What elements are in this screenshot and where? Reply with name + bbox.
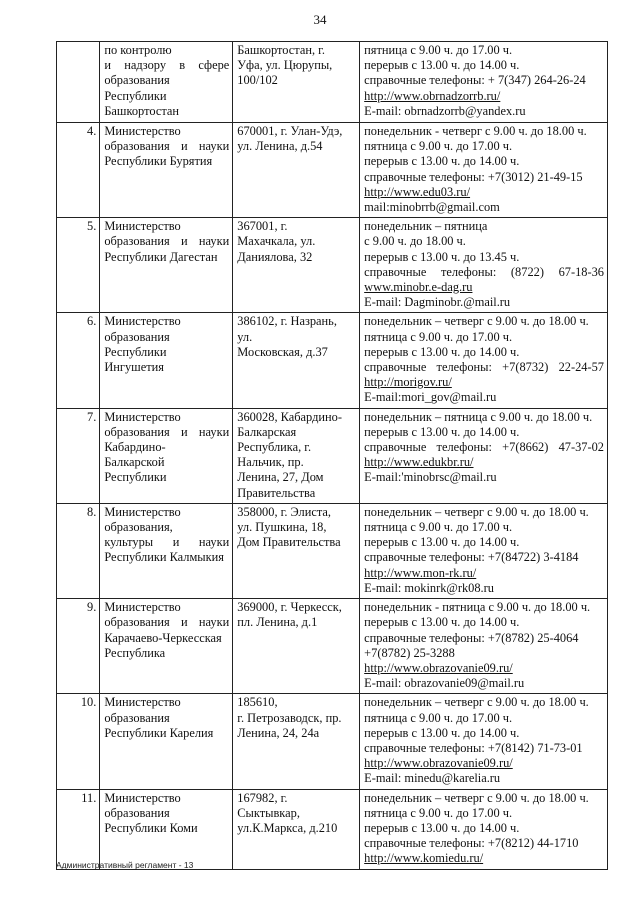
website-link[interactable]: http://www.obrnadzorrb.ru/ (364, 88, 501, 103)
address-cell (233, 313, 360, 408)
schedule-line: справочные телефоны: +7(8662) 47-37-02 (364, 440, 604, 455)
schedule-line: понедельник – четверг с 9.00 ч. до 18.00 ч. (364, 695, 589, 710)
schedule-line: перерыв с 13.00 ч. до 14.00 ч. (364, 615, 520, 630)
schedule-line: перерыв с 13.00 ч. до 13.45 ч. (364, 249, 520, 264)
organization-cell (100, 503, 233, 598)
organization-line: Министерство (104, 124, 181, 138)
address-line: Нальчик, пр. (237, 455, 304, 470)
organization-line: образования (104, 73, 170, 88)
address-cell (233, 599, 360, 694)
address-line: Правительства (237, 485, 316, 500)
row-number (57, 42, 100, 123)
organization-line: Республики Дагестан (104, 249, 218, 264)
address-line: 358000, г. Элиста, (237, 504, 332, 519)
organization-line: Министерство (104, 314, 181, 329)
contacts-table-body (57, 42, 608, 870)
schedule-cell (360, 599, 608, 694)
schedule-line: справочные телефоны: +7(8212) 44-1710 (364, 836, 579, 851)
website-link[interactable]: http://www.edu03.ru/ (364, 184, 471, 199)
page-number: 34 (313, 12, 327, 27)
organization-line: образования, (104, 520, 173, 535)
table-row (57, 218, 608, 313)
organization-line: Башкортостан (104, 103, 180, 118)
schedule-line: понедельник – четверг с 9.00 ч. до 18.00 ч. (364, 314, 589, 329)
schedule-line: справочные телефоны: +7(3012) 21-49-15 (364, 169, 583, 184)
schedule-line: понедельник - пятница с 9.00 ч. до 18.00 ч. (364, 600, 591, 615)
organization-line: Министерство (104, 695, 181, 710)
row-number: 5. (57, 218, 100, 313)
row-number: 4. (57, 123, 100, 218)
address-line: Республика, г. (237, 440, 312, 455)
organization-cell (100, 313, 233, 408)
organization-line: культуры и науки (104, 535, 230, 550)
website-link[interactable]: http://www.obrazovanie09.ru/ (364, 660, 513, 675)
organization-line: Министерство (104, 409, 181, 424)
address-cell (233, 42, 360, 123)
schedule-line: +7(8782) 25-3288 (364, 645, 455, 660)
schedule-line: понедельник – пятница (364, 219, 488, 234)
schedule-line: понедельник – четверг с 9.00 ч. до 18.00 ч. (364, 790, 589, 805)
schedule-line: E-mail: minedu@karelia.ru (364, 771, 501, 786)
schedule-line: пятница с 9.00 ч. до 17.00 ч. (364, 520, 513, 535)
address-line: Даниялова, 32 (237, 249, 313, 264)
schedule-line: справочные телефоны: +7(8782) 25-4064 (364, 630, 579, 645)
schedule-cell (360, 218, 608, 313)
row-number: 8. (57, 503, 100, 598)
organization-line: Ингушетия (104, 360, 164, 375)
address-line: пл. Ленина, д.1 (237, 615, 318, 630)
organization-line: образования (104, 710, 170, 725)
organization-cell (100, 694, 233, 789)
schedule-line: E-mail: obrazovanie09@mail.ru (364, 676, 525, 691)
schedule-line: перерыв с 13.00 ч. до 14.00 ч. (364, 344, 520, 359)
organization-line: Республики Бурятия (104, 154, 213, 169)
address-cell (233, 694, 360, 789)
address-line: 369000, г. Черкесск, (237, 600, 342, 615)
schedule-line: справочные телефоны: + 7(347) 264-26-24 (364, 73, 586, 88)
schedule-line: пятница с 9.00 ч. до 17.00 ч. (364, 43, 513, 57)
table-row (57, 123, 608, 218)
address-line: 386102, г. Назрань, (237, 314, 337, 329)
address-cell (233, 408, 360, 503)
row-number: 11. (57, 789, 100, 869)
table-row (57, 599, 608, 694)
schedule-line: E-mail:'minobrsc@mail.ru (364, 470, 497, 485)
schedule-line: E-mail: mokinrk@rk08.ru (364, 580, 494, 595)
address-line: ул. (237, 329, 253, 344)
row-number: 6. (57, 313, 100, 408)
organization-line: Кабардино- (104, 440, 166, 455)
address-line: Московская, д.37 (237, 344, 328, 359)
address-line: Ленина, 27, Дом (237, 470, 324, 485)
schedule-line: перерыв с 13.00 ч. до 14.00 ч. (364, 820, 520, 835)
organization-line: Министерство (104, 790, 181, 805)
organization-cell (100, 42, 233, 123)
address-line: Уфа, ул. Цюрупы, (237, 58, 333, 73)
website-link[interactable]: www.minobr.e-dag.ru (364, 280, 473, 295)
organization-line: образования (104, 329, 170, 344)
schedule-line: понедельник - четверг с 9.00 ч. до 18.00 ч. (364, 124, 587, 138)
organization-line: Республики (104, 344, 167, 359)
address-line: 185610, (237, 695, 278, 710)
organization-line: и надзору в сфере (104, 58, 230, 73)
website-link[interactable]: http://www.mon-rk.ru/ (364, 565, 477, 580)
address-cell (233, 789, 360, 869)
organization-line: Республики Карелия (104, 725, 214, 740)
schedule-line: справочные телефоны: (8722) 67-18-36 (364, 264, 604, 279)
address-line: Дом Правительства (237, 535, 341, 550)
row-number: 9. (57, 599, 100, 694)
organization-line: Министерство (104, 504, 181, 519)
organization-line: Республики Коми (104, 820, 198, 835)
schedule-line: пятница с 9.00 ч. до 17.00 ч. (364, 329, 513, 344)
schedule-line: mail:minobrrb@gmail.com (364, 200, 500, 215)
schedule-line: перерыв с 13.00 ч. до 14.00 ч. (364, 535, 520, 550)
address-line: Балкарская (237, 424, 297, 439)
schedule-line: E-mail:mori_gov@mail.ru (364, 390, 497, 405)
schedule-cell (360, 42, 608, 123)
organization-line: Республики Калмыкия (104, 550, 224, 565)
schedule-cell (360, 123, 608, 218)
address-line: 670001, г. Улан-Удэ, (237, 124, 343, 138)
organization-cell (100, 218, 233, 313)
schedule-line: справочные телефоны: +7(84722) 3-4184 (364, 550, 579, 565)
row-number: 7. (57, 408, 100, 503)
organization-line: образования (104, 805, 170, 820)
address-cell (233, 123, 360, 218)
address-line: 100/102 (237, 73, 278, 88)
organization-line: Карачаево-Черкесская (104, 630, 222, 645)
organization-cell (100, 123, 233, 218)
address-line: 167982, г. (237, 790, 288, 805)
schedule-line: пятница с 9.00 ч. до 17.00 ч. (364, 805, 513, 820)
website-link[interactable]: http://www.komiedu.ru/ (364, 851, 484, 866)
schedule-line: понедельник – четверг с 9.00 ч. до 18.00 ч. (364, 504, 589, 519)
address-cell (233, 218, 360, 313)
address-line: 360028, Кабардино- (237, 409, 342, 424)
address-line: г. Петрозаводск, пр. (237, 710, 342, 725)
document-footer: Административный регламент - 13 (56, 860, 194, 870)
address-line: Махачкала, ул. (237, 234, 316, 249)
organization-line: образования и науки (104, 234, 230, 249)
address-line: ул. Пушкина, 18, (237, 520, 327, 535)
schedule-line: перерыв с 13.00 ч. до 14.00 ч. (364, 725, 520, 740)
organization-line: Республики (104, 88, 167, 103)
schedule-line: E-mail: Dagminobr.@mail.ru (364, 295, 511, 310)
address-line: Башкортостан, г. (237, 43, 325, 57)
organization-line: Министерство (104, 600, 181, 615)
organization-line: Балкарской (104, 455, 165, 470)
address-cell (233, 503, 360, 598)
table-row (57, 694, 608, 789)
schedule-line: с 9.00 ч. до 18.00 ч. (364, 234, 466, 249)
schedule-cell (360, 694, 608, 789)
schedule-cell (360, 408, 608, 503)
table-row (57, 42, 608, 123)
schedule-line: понедельник – пятница с 9.00 ч. до 18.00 ч. (364, 409, 593, 424)
schedule-line: перерыв с 13.00 ч. до 14.00 ч. (364, 424, 520, 439)
schedule-cell (360, 313, 608, 408)
schedule-line: пятница с 9.00 ч. до 17.00 ч. (364, 710, 513, 725)
organization-line: Министерство (104, 219, 181, 234)
organization-line: Республика (104, 645, 166, 660)
organization-line: по контролю (104, 43, 172, 57)
schedule-cell (360, 789, 608, 869)
organization-cell (100, 599, 233, 694)
schedule-line: пятница с 9.00 ч. до 17.00 ч. (364, 139, 513, 154)
address-line: Ленина, 24, 24а (237, 725, 320, 740)
row-number: 10. (57, 694, 100, 789)
address-line: Сыктывкар, (237, 805, 300, 820)
contacts-table (56, 41, 608, 870)
organization-cell (100, 408, 233, 503)
website-link[interactable]: http://www.edukbr.ru/ (364, 455, 474, 470)
schedule-line: перерыв с 13.00 ч. до 14.00 ч. (364, 154, 520, 169)
schedule-line: перерыв с 13.00 ч. до 14.00 ч. (364, 58, 520, 73)
organization-line: образования и науки (104, 139, 230, 154)
website-link[interactable]: http://www.obrazovanie09.ru/ (364, 756, 513, 771)
schedule-cell (360, 503, 608, 598)
organization-line: образования и науки (104, 615, 230, 630)
table-row (57, 503, 608, 598)
organization-line: Республики (104, 470, 167, 485)
schedule-line: справочные телефоны: +7(8142) 71-73-01 (364, 740, 583, 755)
website-link[interactable]: http://morigov.ru/ (364, 375, 452, 390)
address-line: 367001, г. (237, 219, 288, 234)
address-line: ул.К.Маркса, д.210 (237, 820, 338, 835)
table-row (57, 313, 608, 408)
address-line: ул. Ленина, д.54 (237, 139, 323, 154)
table-row (57, 408, 608, 503)
organization-line: образования и науки (104, 424, 230, 439)
schedule-line: E-mail: obrnadzorrb@yandex.ru (364, 103, 526, 118)
schedule-line: справочные телефоны: +7(8732) 22-24-57 (364, 360, 604, 375)
